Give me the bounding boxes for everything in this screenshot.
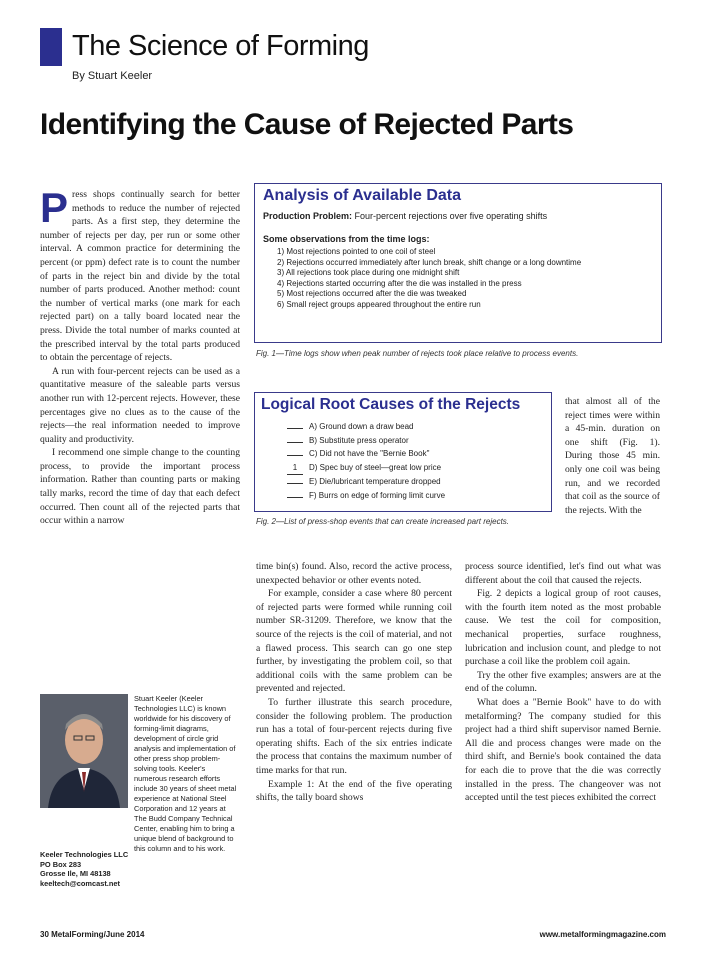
byline: By Stuart Keeler [72,70,153,82]
answer-blank [287,483,303,484]
answer-blank: 1 [287,461,303,476]
footer-page-info: 30 MetalForming/June 2014 [40,930,145,939]
observations-list [277,247,617,311]
answer-blank [287,497,303,498]
observation-item: 4) Rejections started occurring after the die was installed in the press [277,278,522,288]
root-cause-text: C) Did not have the "Bernie Book" [309,449,430,459]
root-cause-text: B) Substitute press operator [309,435,409,445]
intro-paragraph: Press shops continually search for better methods to reduce the number of rejected parts. As a first step, they determine the number of rejects per day, per run or some other interval. A common practice for determining the percent (or ppm) defect rate is to count the number of parts in the reject bin and divide by the total number of parts produced. Another method: count the number of vertical marks (one mark for each rejected part) on a tally board located near the press. Divide the total number of marks counted at the prescribed interval by the total parts produced to obtain the percentage of rejects. [40,184,240,364]
root-cause-item [287,475,537,489]
author-contact: Keeler Technologies LLC PO Box 283 Grosse Ile, MI 48138 keeltech@comcast.net [40,850,240,888]
figure-2-box [254,392,552,512]
article-headline: Identifying the Cause of Rejected Parts [40,108,574,141]
column-accent-bar [40,28,62,66]
root-cause-item [287,461,537,476]
column-2-text: time bin(s) found. Also, record the active process, unexpected behavior or other events noted. For example, consider a case where 80 percent of rejected parts were formed while running coil number SR-31209. Therefore, we know that the source of the rejects is the coil of material, and not a flawed process. This search can go one step further, by investigating the problem coil, so that additional coils with the same problem can be prevented and rejected. To further illustrate this search procedure, consider the following problem. The production run has a total of four-percent rejects during five operating shifts. Each of the six entries indicate the process that contains the maximum number of time marks for that run. Example 1: At the end of the five operating shifts, the tally board shows [256,561,452,804]
root-cause-item [287,434,537,448]
root-cause-text: A) Ground down a draw bead [309,422,414,431]
column-3-upper-text: that almost all of the reject times were within a 45-min. duration on one shift (Fig. 1). During those 45 min. only one coil was being run, and we recorded that coil as the source of the rejects. With the [565,396,660,516]
observation-item: 5) Most rejections occurred after the die was tweaked [277,289,467,299]
footer-website[interactable]: www.metalformingmagazine.com [539,930,666,939]
column-title: The Science of Forming [72,30,369,62]
root-cause-text: D) Spec buy of steel—great low price [309,462,442,472]
paragraph: I recommend one simple change to the counting process, to provide the important process information. Rather than counting parts or making tally marks, record the time of day that each defect occurred. Then count all of the rejected parts that occur within a narrow [40,447,240,527]
figure-1-caption: Fig. 1—Time logs show when peak number of rejects took place relative to process events. [256,349,579,358]
figure-1-box [254,183,662,343]
root-cause-text: E) Die/lubricant temperature dropped [309,477,441,487]
figure-2-caption: Fig. 2—List of press-shop events that can create increased part rejects. [256,517,510,526]
observation-item: 2) Rejections occurred immediately after lunch break, shift change or a long downtime [277,257,582,267]
observation-item: 3) All rejections took place during one midnight shift [277,268,460,278]
author-photo [40,694,128,808]
observation-item: 1) Most rejections pointed to one coil of steel [277,247,436,256]
observation-item: 6) Small reject groups appeared throughout the entire run [277,299,481,309]
observations-heading: Some observations from the time logs: [263,234,430,244]
column-3-text: process source identified, let's find out what was different about the coil that caused the rejects. Fig. 2 depicts a logical group of root causes, with the fourth item noted as the most probable cause. We test the coil for composition, mechanical properties, surface roughness, lubrication and inclusion count, and pledge to not purchase a coil like the problem coil again. Try the other five examples; answers are at the end of the column. What does a "Bernie Book" have to do with metalforming? The company studied for this project had a third shift supervisor named Bernie. All die and process changes were made on the third shift, and Bernie's book contained the data for each die to prove that the die was correctly installed in the press. The changeover was not accepted until the test pieces exhibited the correct [465,561,661,804]
answer-blank [287,442,303,443]
paragraph: A run with four-percent rejects can be used as a quantitative measure of the saleable parts versus another run with 12-percent rejects. However, these percentages give no clues as to the cause of the rejects—the real information needed to improve quality and productivity. [40,365,240,445]
answer-blank [287,455,303,456]
drop-cap: P [40,184,69,231]
figure-2-title: Logical Root Causes of the Rejects [261,396,521,413]
column-1-text [40,184,240,528]
root-causes-list [287,420,537,503]
root-cause-item [287,447,537,461]
root-cause-item [287,420,537,434]
root-cause-text: F) Burrs on edge of forming limit curve [309,490,446,500]
root-cause-item [287,489,537,503]
author-email[interactable]: keeltech@comcast.net [40,878,120,888]
answer-blank [287,428,303,429]
figure-1-title: Analysis of Available Data [263,187,461,204]
author-bio: Stuart Keeler (Keeler Technologies LLC) is known worldwide for his discovery of forming-limit diagrams, development of circle grid analysis and implementation of other press shop problem-solving tools. Keeler's numerous research efforts include 30 years of sheet metal experience at National Steel Corporation and 12 years at The Budd Company Technical Center, enabling him to bring a unique blend of background to this column and to his work. [134,694,237,853]
production-problem: Production Problem: Four-percent rejections over five operating shifts [263,211,548,221]
